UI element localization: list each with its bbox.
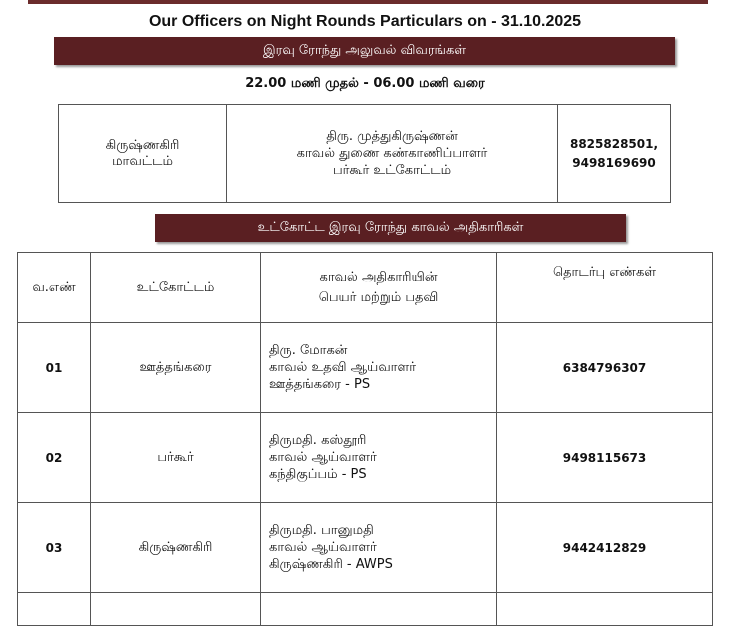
header-sno: வ.எண் <box>18 253 91 323</box>
row-sno: 02 <box>18 413 91 503</box>
division-officer-subdivision: பர்கூர் உட்கோட்டம் <box>332 163 452 178</box>
row-phone: 9442412829 <box>497 503 713 593</box>
division-row <box>59 105 671 203</box>
row-officer <box>261 413 497 503</box>
top-border <box>28 0 708 4</box>
officer-name: திருமதி. கஸ்தூரி <box>269 433 367 448</box>
officer-station: ஊத்தங்கரை - PS <box>269 377 371 392</box>
district-cell <box>59 105 227 203</box>
row-officer-empty <box>261 593 497 626</box>
officer-designation: காவல் ஆய்வாளர் <box>269 450 377 465</box>
division-officer-name: திரு. முத்துகிருஷ்ணன் <box>326 129 458 144</box>
row-subdivision-empty <box>91 593 261 626</box>
table-row <box>18 323 713 413</box>
header-officer <box>261 253 497 323</box>
row-subdivision: பர்கூர் <box>91 413 261 503</box>
officer-designation: காவல் ஆய்வாளர் <box>269 540 377 555</box>
row-officer <box>261 503 497 593</box>
officer-station: கந்திகுப்பம் - PS <box>269 467 367 482</box>
table-row <box>18 413 713 503</box>
timing-text: 22.00 மணி முதல் - 06.00 மணி வரை <box>245 76 485 91</box>
division-officer-table <box>58 104 671 203</box>
row-sno-empty <box>18 593 91 626</box>
division-phone-2: 9498169690 <box>572 155 656 170</box>
subdivision-officers-table <box>17 252 713 626</box>
header-officer-line-2: பெயர் மற்றும் பதவி <box>318 289 439 305</box>
district-line-2: மாவட்டம் <box>112 153 173 169</box>
row-sno: 01 <box>18 323 91 413</box>
officer-designation: காவல் உதவி ஆய்வாளர் <box>269 360 416 375</box>
table-header-row <box>18 253 713 323</box>
subdivision-officers-banner: உட்கோட்ட இரவு ரோந்து காவல் அதிகாரிகள் <box>155 214 626 242</box>
division-officer-designation: காவல் துணை கண்காணிப்பாளர் <box>296 146 488 161</box>
table-row-partial <box>18 593 713 626</box>
district-line-1: கிருஷ்ணகிரி <box>105 137 180 153</box>
page-title: Our Officers on Night Rounds Particulars on - 31.10.2025 <box>148 13 582 30</box>
row-officer <box>261 323 497 413</box>
header-officer-line-1: காவல் அதிகாரியின் <box>319 269 438 285</box>
row-phone-empty <box>497 593 713 626</box>
row-phone: 9498115673 <box>497 413 713 503</box>
night-rounds-banner: இரவு ரோந்து அலுவல் விவரங்கள் <box>54 37 675 65</box>
header-contact: தொடர்பு எண்கள் <box>497 253 713 323</box>
row-subdivision: ஊத்தங்கரை <box>91 323 261 413</box>
division-phone-cell <box>558 105 671 203</box>
division-officer-cell <box>227 105 558 203</box>
row-subdivision: கிருஷ்ணகிரி <box>91 503 261 593</box>
row-phone: 6384796307 <box>497 323 713 413</box>
officer-name: திரு. மோகன் <box>269 343 348 358</box>
table-row <box>18 503 713 593</box>
division-phone-1: 8825828501, <box>569 136 659 151</box>
officer-station: கிருஷ்ணகிரி - AWPS <box>269 557 393 572</box>
header-subdivision: உட்கோட்டம் <box>91 253 261 323</box>
officer-name: திருமதி. பானுமதி <box>269 523 374 538</box>
row-sno: 03 <box>18 503 91 593</box>
